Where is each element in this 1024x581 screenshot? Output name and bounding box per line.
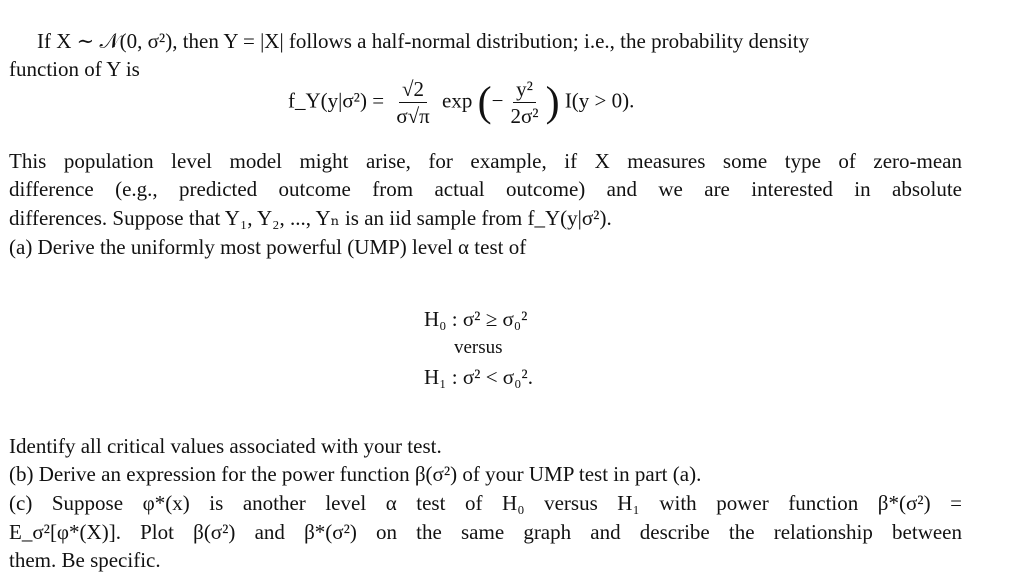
versus-label: versus — [454, 337, 503, 358]
density-lhs: f_Y(y|σ²) = — [288, 88, 385, 113]
coefficient-denominator: σ√π — [396, 104, 430, 128]
part-a-line: (a) Derive the uniformly most powerful (UMP) level α test of — [9, 235, 527, 259]
exponent-denominator: 2σ² — [510, 104, 539, 128]
alternative-hypothesis: H₁ : σ² < σ₀². — [424, 365, 533, 389]
right-paren: ) — [545, 79, 560, 126]
critical-values-line: Identify all critical values associated with your test. — [9, 434, 442, 458]
exp-label: exp — [442, 88, 473, 113]
intro-line-1: If X ∼ 𝒩(0, σ²), then Y = |X| follows a half-normal distribution; i.e., the probability density — [37, 29, 810, 53]
part-b-line: (b) Derive an expression for the power function β(σ²) of your UMP test in part (a). — [9, 462, 702, 486]
left-paren: ( — [477, 79, 492, 126]
body-line-1: This population level model might arise, for example, if X measures some type of zero-mean — [9, 149, 962, 173]
exponent-numerator: y² — [513, 78, 536, 103]
part-c-line-2: E_σ²[φ*(X)]. Plot β(σ²) and β*(σ²) on the same graph and describe the relationship between — [9, 520, 962, 544]
part-c-line-1: (c) Suppose φ*(x) is another level α test of H₀ versus H₁ with power function β*(σ²) = — [9, 491, 962, 515]
minus-sign: − — [491, 88, 504, 113]
density-coefficient-fraction — [393, 78, 432, 127]
indicator-term: I(y > 0). — [564, 88, 635, 113]
null-hypothesis: H₀ : σ² ≥ σ₀² — [424, 307, 528, 331]
body-line-3: differences. Suppose that Y₁, Y₂, ..., Yₙ is an iid sample from f_Y(y|σ²). — [9, 206, 612, 230]
body-line-2: difference (e.g., predicted outcome from actual outcome) and we are interested in absolute — [9, 177, 962, 201]
part-c-line-3: them. Be specific. — [9, 548, 161, 572]
intro-line-2: function of Y is — [9, 57, 140, 81]
density-formula — [288, 78, 634, 127]
coefficient-numerator: √2 — [399, 78, 427, 103]
exponent-fraction — [507, 78, 541, 127]
